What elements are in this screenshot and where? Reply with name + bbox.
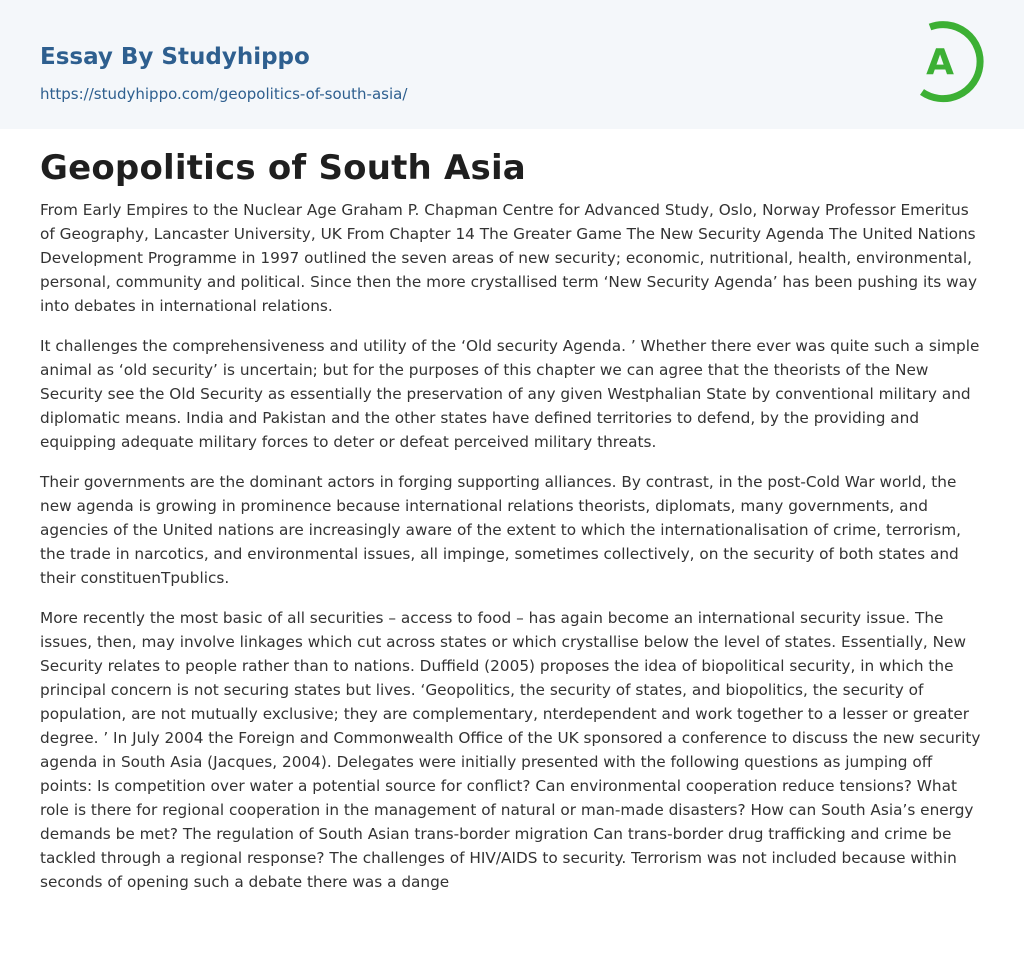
article-paragraph-4: More recently the most basic of all securities – access to food – has again become an international security issue. The issues, then, may involve linkages which cut across states or which crystallise below the level of states. Essentially, New Security relates to people rather than to nations. Duffield (2005) proposes the idea of biopolitical security, in which the principal concern is not securing states but lives. ‘Geopolitics, the security of states, and biopolitics, the security of population, are not mutually exclusive; they are complementary, nterdependent and work together to a lesser or greater degree. ’ In July 2004 the Foreign and Commonwealth Office of the UK sponsored a conference to discuss the new security agenda in South Asia (Jacques, 2004). Delegates were initially presented with the following questions as jumping off points: Is competition over water a potential source for conflict? Can environmental cooperation reduce tensions? What role is there for regional cooperation in the management of natural or man-made disasters? How can South Asia’s energy demands be met? The regulation of South Asian trans-border migration Can trans-border drug trafficking and crime be tackled through a regional response? The challenges of HIV/AIDS to security. Terrorism was not included because within seconds of opening such a debate there was a dange xyxy=(40,609,981,891)
studyhippo-logo-icon[interactable] xyxy=(910,18,990,106)
article-paragraph-1: From Early Empires to the Nuclear Age Graham P. Chapman Centre for Advanced Study, Oslo, Norway Professor Emeritus of Geography, Lancaster University, UK From Chapter 14 The Greater Game The New Security Agenda The United Nations Development Programme in 1997 outlined the seven areas of new security; economic, nutritional, health, environmental, personal, community and political. Since then the more crystallised term ‘New Security Agenda’ has been pushing its way into debates in international relations. xyxy=(40,201,978,315)
article-title: Geopolitics of South Asia xyxy=(40,148,526,188)
article-paragraph-3: Their governments are the dominant actors in forging supporting alliances. By contrast, in the post-Cold War world, the new agenda is growing in prominence because international relations theorists, diplomats, many governments, and agencies of the United nations are increasingly aware of the extent to which the internationalisation of crime, terrorism, the trade in narcotics, and environmental issues, all impinge, sometimes collectively, on the security of both states and their constituenTpublics. xyxy=(40,473,962,587)
brand-title: Essay By Studyhippo xyxy=(40,44,310,70)
article xyxy=(40,144,986,910)
logo-letter: A xyxy=(926,42,954,83)
site-header xyxy=(0,0,1024,129)
source-url-link[interactable]: https://studyhippo.com/geopolitics-of-south-asia/ xyxy=(40,85,408,103)
article-paragraph-2: It challenges the comprehensiveness and utility of the ‘Old security Agenda. ’ Whether there ever was quite such a simple animal as ‘old security’ is uncertain; but for the purposes of this chapter we can agree that the theorists of the New Security see the Old Security as essentially the preservation of any given Westphalian State by conventional military and diplomatic means. India and Pakistan and the other states have defined territories to defend, by the providing and equipping adequate military forces to deter or defeat perceived military threats. xyxy=(40,337,980,451)
